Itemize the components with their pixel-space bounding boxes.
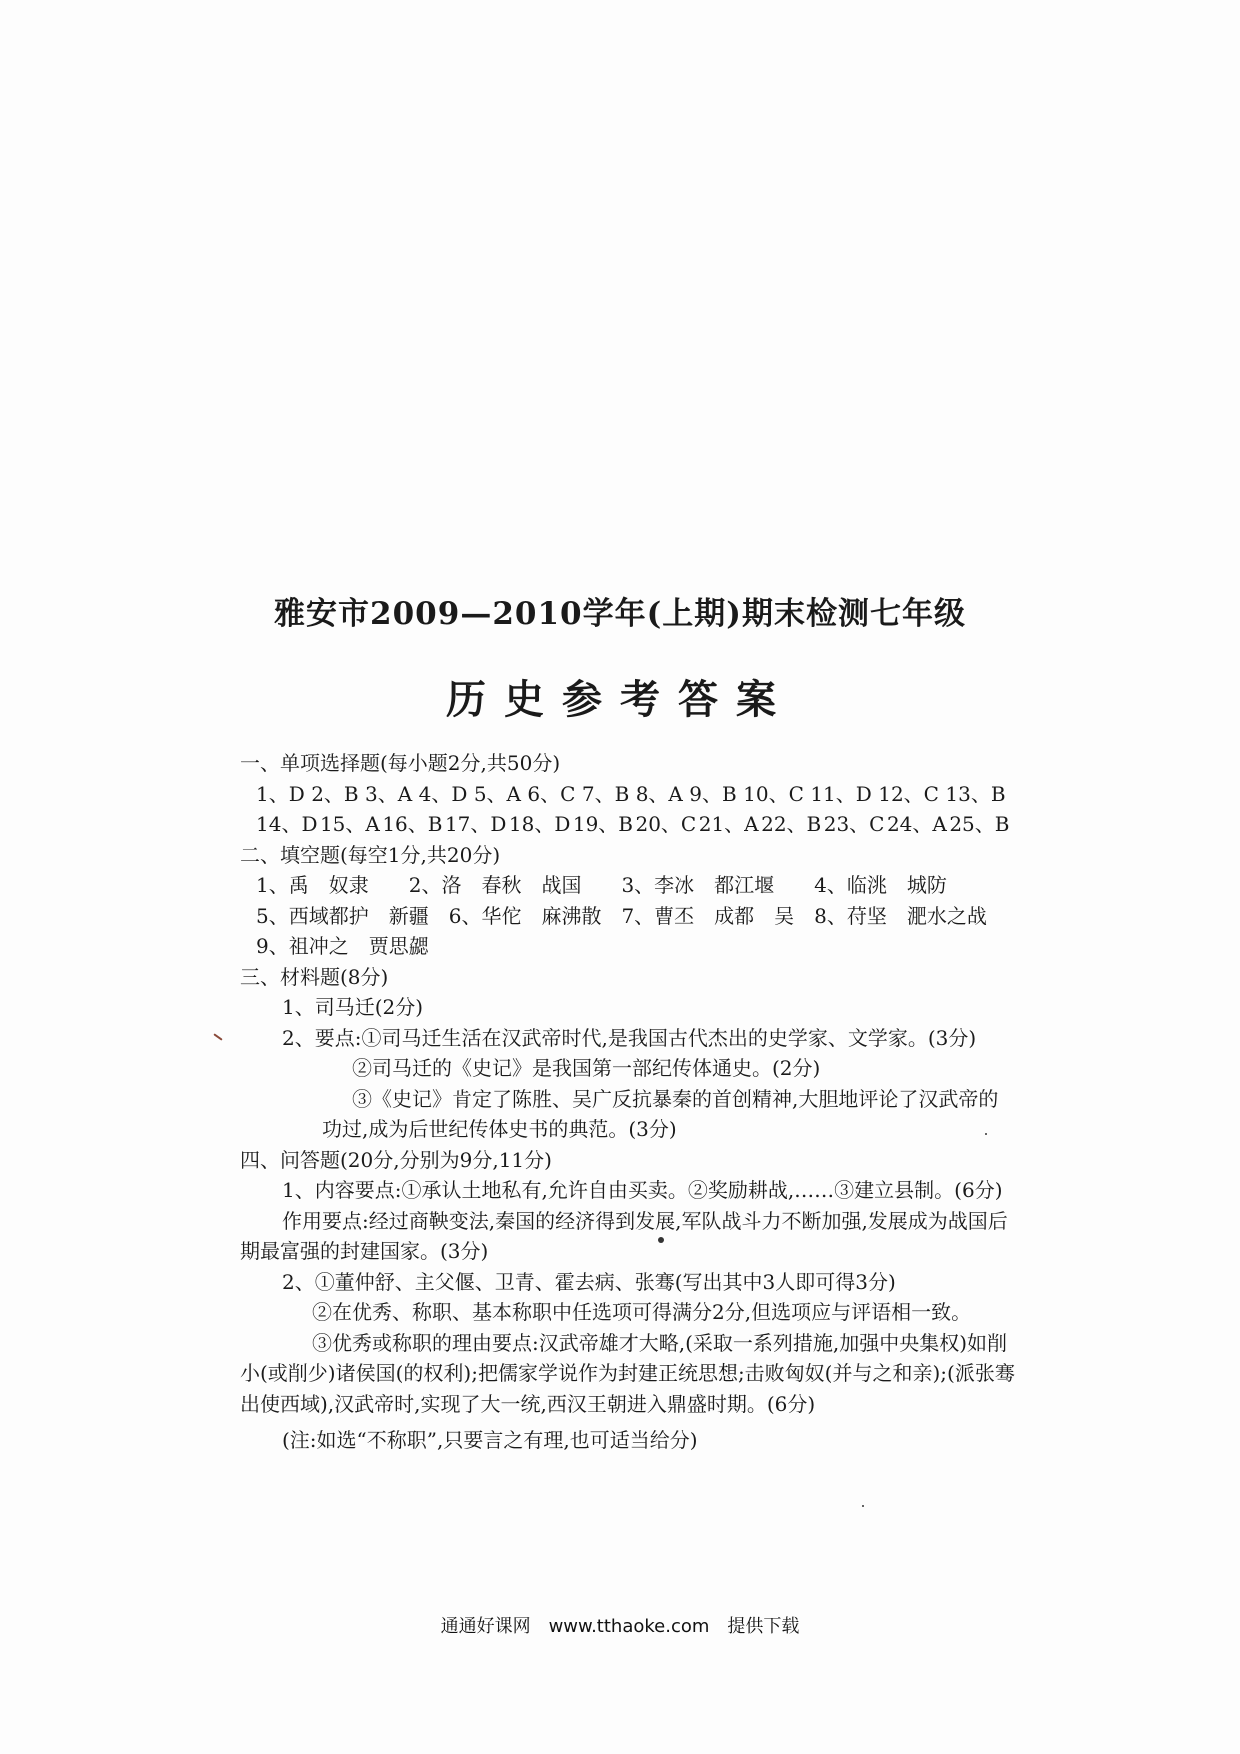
mcq-row-1 <box>240 779 1012 810</box>
mcq-answer: 16、B <box>382 812 443 836</box>
material-q2-point3: ③《史记》肯定了陈胜、吴广反抗暴秦的首创精神,大胆地评论了汉武帝的 <box>352 1086 999 1111</box>
qa-q2-point1: 2、①董仲舒、主父偃、卫青、霍去病、张骞(写出其中3人即可得3分) <box>282 1269 896 1294</box>
mcq-answer: 23、C <box>823 812 885 836</box>
section4-heading: 四、问答题(20分,分别为9分,11分) <box>240 1147 552 1172</box>
mcq-answer: 12、C <box>878 781 939 806</box>
material-q2-point2: ②司马迁的《史记》是我国第一部纪传体通史。(2分) <box>352 1056 821 1080</box>
mcq-answer: 24、A <box>886 812 947 836</box>
fill-blank-line-2: 5、西域都护 新疆 6、华佗 麻沸散 7、曹丕 成都 吴 8、苻坚 淝水之战 <box>256 903 987 928</box>
mcq-answer: 9、B <box>689 781 737 806</box>
mcq-answer: 5、A <box>473 781 521 806</box>
qa-q2-point2: ②在优秀、称职、基本称职中任选项可得满分2分,但选项应与评语相一致。 <box>312 1300 972 1324</box>
scan-speck <box>213 1033 222 1040</box>
scan-speck <box>862 1505 864 1507</box>
fill-blank-line-3: 9、祖冲之 贾思勰 <box>256 934 429 958</box>
material-q2-point1: 2、要点:①司马迁生活在汉武帝时代,是我国古代杰出的史学家、文学家。(3分) <box>282 1025 977 1050</box>
mcq-answer: 2、B <box>311 781 359 806</box>
mcq-answer: 8、A <box>635 781 683 806</box>
mcq-answer: 11、D <box>810 781 872 806</box>
mcq-answer: 14、D <box>256 812 318 836</box>
qa-q2-point3: ③优秀或称职的理由要点:汉武帝雄才大略,(采取一系列措施,加强中央集权)如削小(或削少)诸侯国(的权利);把儒家学说作为封建正统思想;击败匈奴(并与之和亲);(派张骞出使西域),汉武帝时,实现了大一统,西汉王朝进入鼎盛时期。(6分) <box>240 1330 1015 1416</box>
mcq-answer: 1、D <box>256 781 305 806</box>
mcq-answer: 15、A <box>319 812 380 836</box>
document-title: 雅安市2009—2010学年(上期)期末检测七年级 <box>274 596 966 632</box>
mcq-answer: 22、B <box>761 812 822 836</box>
qa-q1-content: 1、内容要点:①承认土地私有,允许自由买卖。②奖励耕战,……③建立县制。(6分) <box>282 1178 1003 1202</box>
mcq-answer: 17、D <box>444 812 507 836</box>
mcq-answer: 18、D <box>508 812 571 836</box>
fill-blank-line-1: 1、禹 奴隶 2、洛 春秋 战国 3、李冰 都江堰 4、临洮 城防 <box>256 873 947 897</box>
mcq-row-2 <box>240 809 1012 840</box>
document-subtitle: 历史参考答案 <box>446 676 794 723</box>
mcq-answer: 20、C <box>635 812 697 836</box>
mcq-answer: 3、A <box>365 781 413 806</box>
mcq-answer: 6、C <box>527 781 576 806</box>
material-q1: 1、司马迁(2分) <box>282 995 424 1019</box>
footer-source: 通通好课网 www.tthaoke.com 提供下载 <box>440 1616 800 1637</box>
qa-note: (注:如选“不称职”,只要言之有理,也可适当给分) <box>282 1428 698 1452</box>
mcq-answer: 4、D <box>418 781 468 806</box>
material-q2-point3-cont: 功过,成为后世纪传体史书的典范。(3分) <box>322 1117 677 1141</box>
mcq-answer: 19、B <box>572 812 634 836</box>
mcq-answer: 10、C <box>743 781 804 806</box>
section1-heading: 一、单项选择题(每小题2分,共50分) <box>240 751 561 775</box>
mcq-answer: 7、B <box>581 781 630 806</box>
scan-speck <box>985 1133 987 1135</box>
scan-speck <box>658 1237 664 1243</box>
qa-q1-effect: 作用要点:经过商鞅变法,秦国的经济得到发展,军队战斗力不断加强,发展成为战国后期最富强的封建国家。(3分) <box>240 1208 1008 1263</box>
mcq-answer: 13、B <box>945 781 1006 806</box>
mcq-answer: 25、B <box>949 812 1010 836</box>
section2-heading: 二、填空题(每空1分,共20分) <box>240 842 501 867</box>
answer-content <box>240 748 1020 1456</box>
section3-heading: 三、材料题(8分) <box>240 964 389 989</box>
mcq-answer: 21、A <box>698 812 759 836</box>
